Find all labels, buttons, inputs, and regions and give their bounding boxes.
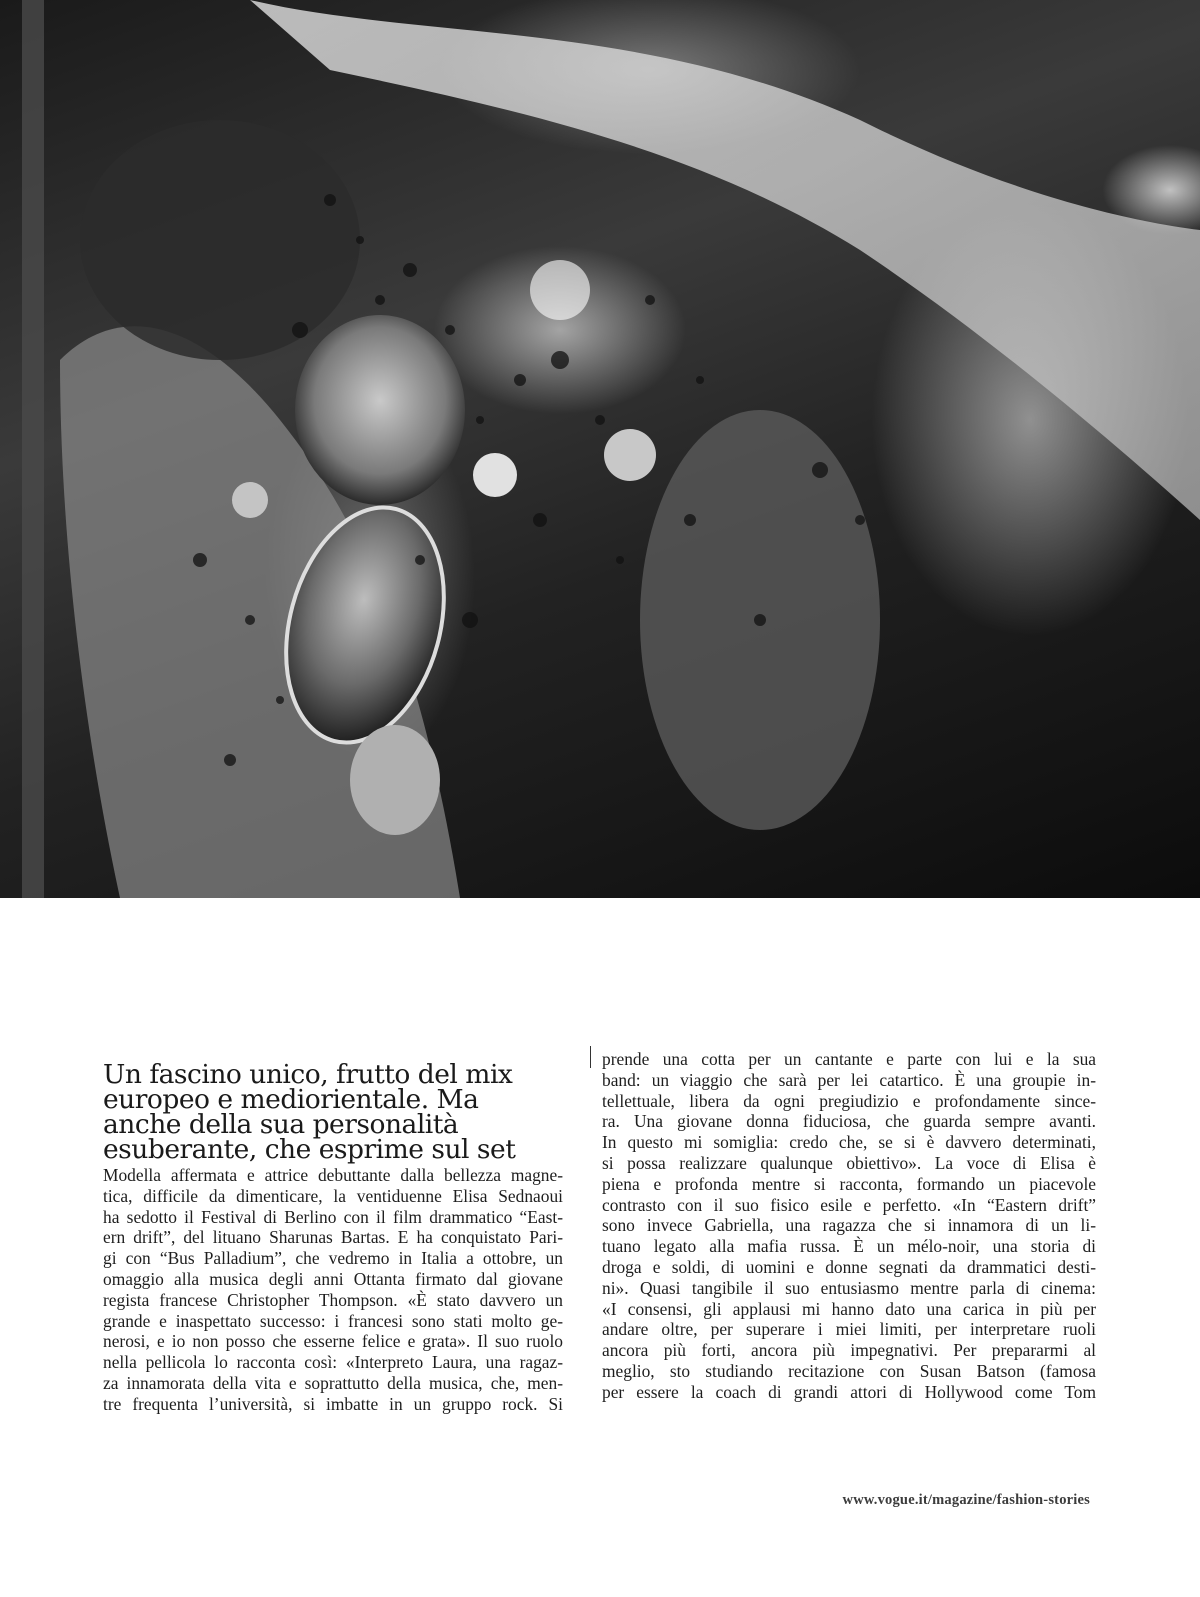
body-line: band: un viaggio che sarà per lei catartico. È una groupie in-: [602, 1069, 1096, 1090]
body-line: sono invece Gabriella, una ragazza che si innamora di un li-: [602, 1215, 1096, 1236]
headline-line: Un fascino unico, frutto del mix: [103, 1059, 513, 1090]
body-line: ra. Una giovane donna fiduciosa, che guarda sempre avanti.: [602, 1111, 1096, 1132]
footer-url: www.vogue.it/magazine/fashion-stories: [842, 1492, 1090, 1508]
pole: [22, 0, 44, 898]
headline-line: anche della sua personalità: [103, 1109, 459, 1140]
headline-line: europeo e mediorientale. Ma: [103, 1084, 479, 1115]
body-line: piena e profonda mentre si racconta, formando un piacevole: [602, 1173, 1096, 1194]
column-divider: [590, 1046, 591, 1068]
body-line: andare oltre, per superare i miei limiti, per interpretare ruoli: [602, 1319, 1096, 1340]
body-line: Modella affermata e attrice debuttante dalla bellezza magne-: [103, 1165, 563, 1185]
body-line: za innamorata della vita e soprattutto della musica, che, men-: [103, 1372, 563, 1393]
background-light: [473, 453, 517, 497]
body-line: ern drift”, del lituano Sharunas Bartas. E ha conquistato Pari-: [103, 1227, 563, 1248]
body-line: In questo mi somiglia: credo che, se si è davvero determinati,: [602, 1132, 1096, 1153]
body-line: droga e soldi, di uomini e donne segnati da drammatici desti-: [602, 1256, 1096, 1277]
body-line: grande e inaspettato successo: i francesi sono stati molto ge-: [103, 1310, 563, 1331]
article-column-right: [602, 1049, 1096, 1403]
article-column-left: [103, 1165, 563, 1415]
body-line: ni». Quasi tangibile il suo entusiasmo mentre parla di cinema:: [602, 1277, 1096, 1298]
body-line: tre frequenta l’università, si imbatte in un gruppo rock. Si: [103, 1393, 563, 1414]
body-line: nerosi, e io non posso che esserne felice e grata». Il suo ruolo: [103, 1331, 563, 1352]
model-hand: [350, 725, 440, 835]
body-line: per essere la coach di grandi attori di Hollywood come Tom: [602, 1381, 1096, 1402]
body-line: regista francese Christopher Thompson. «È stato davvero un: [103, 1289, 563, 1310]
model-hair: [80, 120, 360, 360]
headline-line: esuberante, che esprime sul set: [103, 1134, 516, 1165]
body-line: ancora più forti, ancora più impegnativi. Per prepararmi al: [602, 1340, 1096, 1361]
body-line: tuano legato alla mafia russa. È un mélo-noir, una storia di: [602, 1236, 1096, 1257]
body-line: contrasto con il suo fisico esile e perfetto. «In “Eastern drift”: [602, 1194, 1096, 1215]
body-line: meglio, sto studiando recitazione con Susan Batson (famosa: [602, 1360, 1096, 1381]
body-line: tellettuale, libera da ogni pregiudizio e profondamente since-: [602, 1090, 1096, 1111]
background-light: [232, 482, 268, 518]
body-line: si possa realizzare qualunque obiettivo». La voce di Elisa è: [602, 1152, 1096, 1173]
body-line: prende una cotta per un cantante e parte con lui e la sua: [602, 1049, 1096, 1069]
body-line: gi con “Bus Palladium”, che vedremo in Italia a ottobre, un: [103, 1248, 563, 1269]
background-light: [604, 429, 656, 481]
body-line: tica, difficile da dimenticare, la ventiduenne Elisa Sednaoui: [103, 1185, 563, 1206]
background-light: [530, 260, 590, 320]
article-headline: [103, 1059, 575, 1165]
body-line: ha sedotto il Festival di Berlino con il film drammatico “East-: [103, 1206, 563, 1227]
body-line: nella pellicola lo racconta così: «Interpreto Laura, una ragaz-: [103, 1352, 563, 1373]
body-line: omaggio alla musica degli anni Ottanta firmato dal giovane: [103, 1268, 563, 1289]
model-face: [295, 315, 465, 505]
body-line: «I consensi, gli applausi mi hanno dato una carica in più per: [602, 1298, 1096, 1319]
